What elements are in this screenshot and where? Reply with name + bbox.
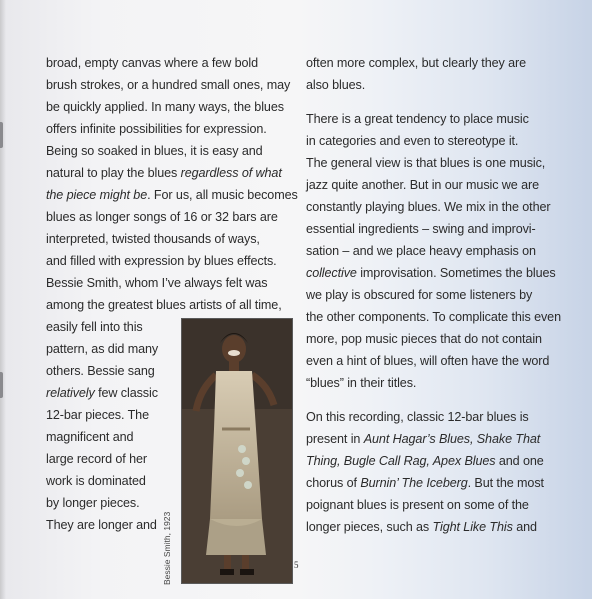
text-line bbox=[306, 450, 556, 472]
text-line bbox=[306, 262, 556, 284]
text-line bbox=[46, 162, 296, 184]
text-line: also blues. bbox=[306, 78, 366, 92]
text-line: the other components. To complicate this even bbox=[306, 310, 561, 324]
text-line: easily fell into this bbox=[46, 320, 143, 334]
text-line: more, pop music pieces that do not contain bbox=[306, 332, 542, 346]
page-number: 5 bbox=[294, 560, 299, 570]
text-line: They are longer and bbox=[46, 518, 157, 532]
italic-text: Burnin’ The Iceberg bbox=[360, 476, 468, 490]
paragraph-gap bbox=[306, 96, 556, 108]
paragraph-gap bbox=[306, 394, 556, 406]
text-line: in categories and even to stereotype it. bbox=[306, 134, 519, 148]
text-line: by longer pieces. bbox=[46, 496, 140, 510]
text-run: natural to play the blues bbox=[46, 166, 181, 180]
text-line bbox=[46, 184, 296, 206]
text-line: Bessie Smith, whom I’ve always felt was bbox=[46, 276, 268, 290]
text-run: longer pieces, such as bbox=[306, 520, 433, 534]
italic-text: regardless of what bbox=[180, 166, 282, 180]
text-line bbox=[306, 472, 556, 494]
text-line: pattern, as did many bbox=[46, 342, 159, 356]
text-line: and filled with expression by blues effects. bbox=[46, 254, 277, 268]
text-line bbox=[306, 428, 556, 450]
italic-text: Tight Like This bbox=[432, 520, 513, 534]
text-line: be quickly applied. In many ways, the blues bbox=[46, 100, 284, 114]
text-line: constantly playing blues. We mix in the other bbox=[306, 200, 551, 214]
right-column bbox=[306, 52, 561, 538]
text-line: others. Bessie sang bbox=[46, 364, 155, 378]
italic-text: relatively bbox=[46, 386, 95, 400]
text-line: jazz quite another. But in our music we are bbox=[306, 178, 540, 192]
page-edge-shadow bbox=[0, 0, 6, 599]
italic-text: the piece might be bbox=[46, 188, 148, 202]
text-line: blues as longer songs of 16 or 32 bars are bbox=[46, 210, 278, 224]
text-line: even a hint of blues, will often have the word bbox=[306, 354, 550, 368]
photo-caption: Bessie Smith, 1923 bbox=[162, 511, 172, 585]
text-line: The general view is that blues is one music, bbox=[306, 156, 546, 170]
photo-illustration bbox=[182, 319, 292, 583]
text-run: . But the most bbox=[467, 476, 544, 490]
text-line: work is dominated bbox=[46, 474, 146, 488]
text-line: “blues” in their titles. bbox=[306, 376, 417, 390]
italic-text: collective bbox=[306, 266, 357, 280]
edge-mark bbox=[0, 122, 3, 148]
text-run: present in bbox=[306, 432, 364, 446]
text-line: brush strokes, or a hundred small ones, may bbox=[46, 78, 291, 92]
text-run: few classic bbox=[94, 386, 158, 400]
text-run: and bbox=[512, 520, 537, 534]
text-run: . For us, all music becomes bbox=[147, 188, 298, 202]
text-line: we play is obscured for some listeners by bbox=[306, 288, 533, 302]
bessie-smith-photo bbox=[181, 318, 293, 584]
italic-text: Thing, Bugle Call Rag, Apex Blues bbox=[306, 454, 496, 468]
text-run: and one bbox=[495, 454, 544, 468]
text-line: Being so soaked in blues, it is easy and bbox=[46, 144, 263, 158]
edge-mark bbox=[0, 372, 3, 398]
italic-text: Aunt Hagar’s Blues, Shake That bbox=[363, 432, 541, 446]
text-line: poignant blues is present on some of the bbox=[306, 498, 529, 512]
text-line: essential ingredients – swing and improvi- bbox=[306, 222, 536, 236]
text-line: On this recording, classic 12-bar blues is bbox=[306, 410, 529, 424]
text-line: broad, empty canvas where a few bold bbox=[46, 56, 259, 70]
text-run: improvisation. Sometimes the blues bbox=[356, 266, 556, 280]
text-line: magnificent and bbox=[46, 430, 134, 444]
text-line: There is a great tendency to place music bbox=[306, 112, 529, 126]
text-line: offers infinite possibilities for expression. bbox=[46, 122, 267, 136]
text-line: 12-bar pieces. The bbox=[46, 408, 149, 422]
text-run: chorus of bbox=[306, 476, 361, 490]
text-line: sation – and we place heavy emphasis on bbox=[306, 244, 536, 258]
text-line bbox=[306, 516, 556, 538]
text-line: interpreted, twisted thousands of ways, bbox=[46, 232, 260, 246]
text-line: often more complex, but clearly they are bbox=[306, 56, 526, 70]
text-line: among the greatest blues artists of all time, bbox=[46, 298, 282, 312]
text-line: large record of her bbox=[46, 452, 148, 466]
